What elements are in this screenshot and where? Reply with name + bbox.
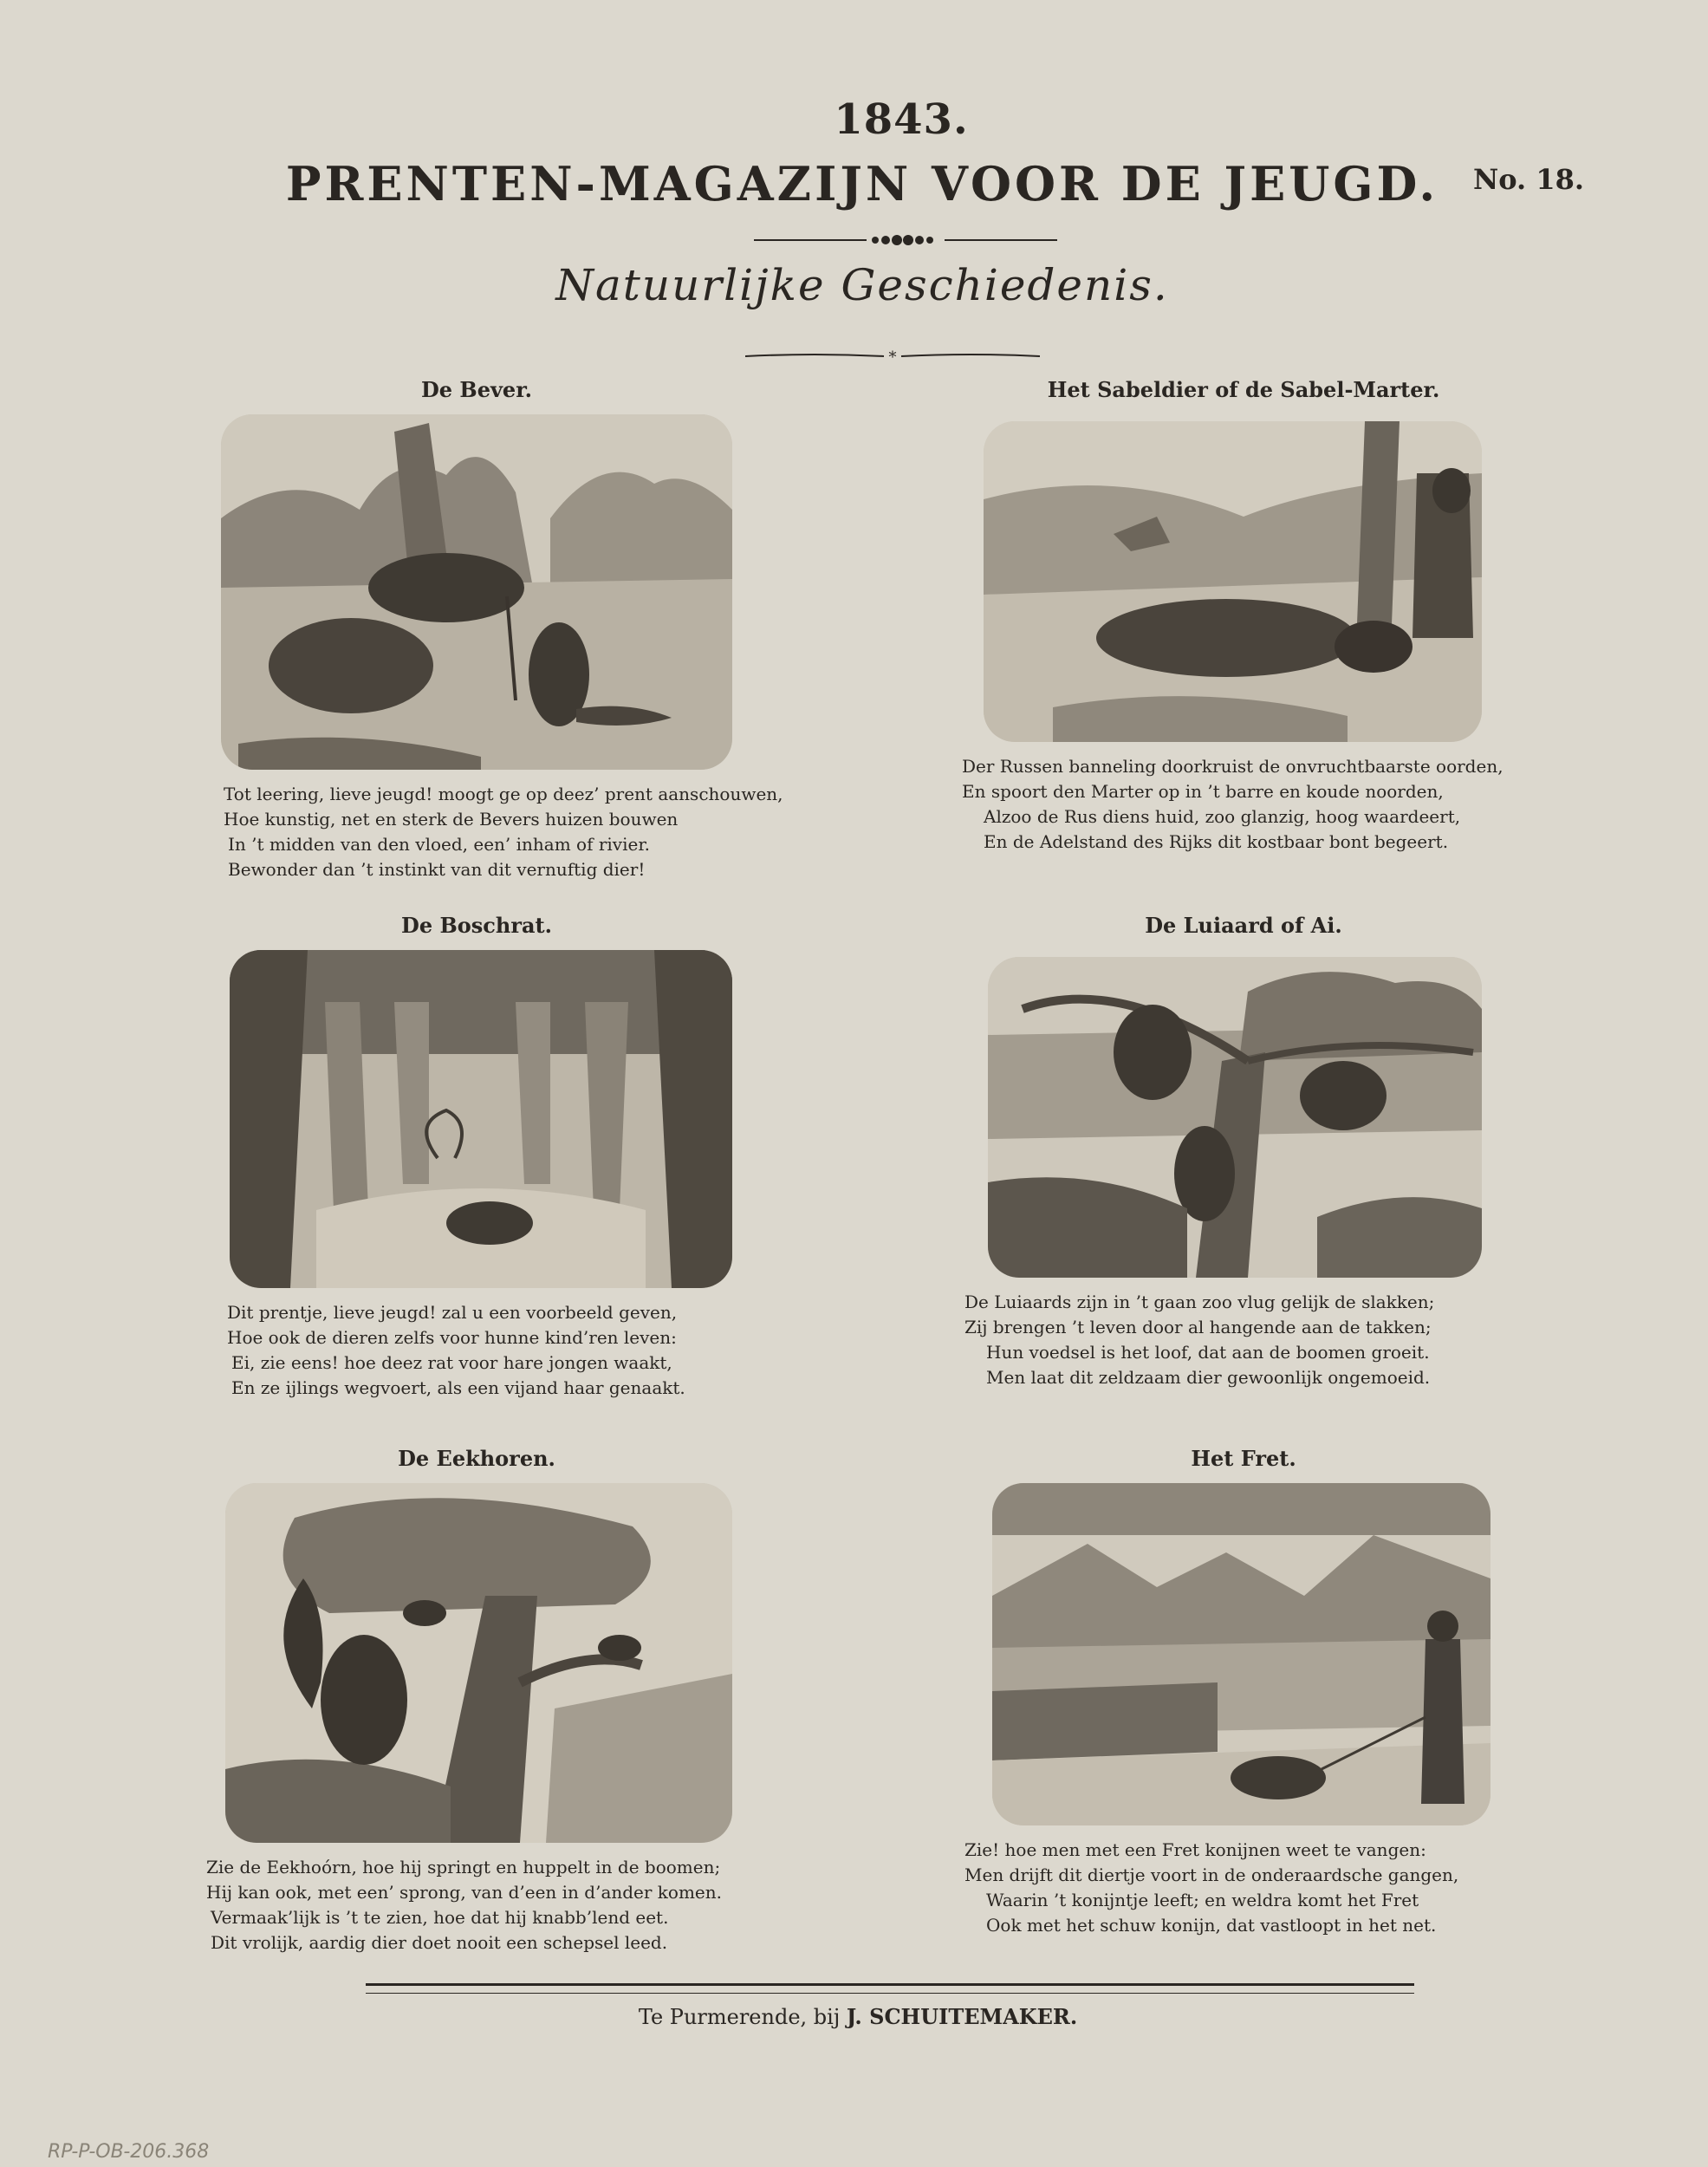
year: 1843. xyxy=(834,95,969,144)
verse-line: Dit vrolijk, aardig dier doet nooit een schepsel leed. xyxy=(211,1932,668,1953)
panel-heading: De Boschrat. xyxy=(401,913,552,938)
panel-heading: Het Sabeldier of de Sabel-Marter. xyxy=(1047,377,1440,402)
verse-line: Hun voedsel is het loof, dat aan de boomen groeit. xyxy=(986,1342,1430,1363)
subtitle: Natuurlijke Geschiedenis. xyxy=(555,260,1169,310)
verse-line: Dit prentje, lieve jeugd! zal u een voorbeeld geven, xyxy=(227,1302,678,1323)
verse-line: Waarin ’t konijntje leeft; en weldra komt het Fret xyxy=(986,1890,1419,1910)
verse-line: Tot leering, lieve jeugd! moogt ge op deez’ prent aanschouwen, xyxy=(224,784,783,804)
panel-beaver xyxy=(191,374,783,882)
verse-line: Der Russen banneling doorkruist de onvruchtbaarste oorden, xyxy=(962,756,1503,777)
verse-line: Hij kan ook, met een’ sprong, van d’een in d’ander komen. xyxy=(206,1882,723,1903)
squirrel-illustration xyxy=(225,1483,732,1843)
panel-heading: De Eekhoren. xyxy=(398,1446,555,1471)
panel-ferret xyxy=(958,1443,1529,1938)
footer-rule xyxy=(366,1983,1414,1994)
panel-squirrel xyxy=(191,1443,763,1956)
sable-illustration xyxy=(984,421,1482,742)
verse-line: De Luiaards zijn in ’t gaan zoo vlug gelijk de slakken; xyxy=(964,1292,1435,1312)
verse-line: En ze ijlings wegvoert, als een vijand haar genaakt. xyxy=(231,1377,685,1398)
svg-text:*: * xyxy=(888,348,897,367)
panel-sable xyxy=(958,374,1529,855)
beaver-illustration xyxy=(221,414,732,770)
sloth-illustration xyxy=(988,957,1482,1278)
forest-rat-illustration xyxy=(230,950,732,1288)
verse xyxy=(206,1855,763,1956)
verse-line: Alzoo de Rus diens huid, zoo glanzig, hoog waardeert, xyxy=(984,806,1461,827)
verse xyxy=(964,1838,1529,1938)
verse-line: Ei, zie eens! hoe deez rat voor hare jongen waakt, xyxy=(231,1352,672,1373)
verse-line: En spoort den Marter op in ’t barre en koude noorden, xyxy=(962,781,1444,802)
imprint-publisher: J. SCHUITEMAKER. xyxy=(846,2004,1078,2029)
verse-line: In ’t midden van den vloed, een’ inham of rivier. xyxy=(228,834,651,855)
issue-number: No. 18. xyxy=(1473,163,1584,196)
verse-line: Men laat dit zeldzaam dier gewoonlijk ongemoeid. xyxy=(986,1367,1431,1388)
accession-number: RP-P-OB-206.368 xyxy=(48,2141,210,2163)
verse-line: Hoe kunstig, net en sterk de Bevers huizen bouwen xyxy=(224,809,679,830)
verse-line: Ook met het schuw konijn, dat vastloopt in het net. xyxy=(986,1915,1437,1936)
page-title: PRENTEN-MAGAZIJN VOOR DE JEUGD. xyxy=(285,156,1439,211)
verse xyxy=(964,1290,1529,1390)
panel-heading: Het Fret. xyxy=(1191,1446,1296,1471)
verse xyxy=(962,754,1529,855)
panel-sloth xyxy=(958,910,1529,1390)
imprint-place: Te Purmerende, bij xyxy=(638,2005,841,2029)
verse-line: Hoe ook de dieren zelfs voor hunne kind’ren leven: xyxy=(227,1327,677,1348)
verse-line: Bewonder dan ’t instinkt van dit vernuftig dier! xyxy=(228,859,646,880)
ferret-illustration xyxy=(992,1483,1490,1825)
verse-line: Zie de Eekhoórn, hoe hij springt en huppelt in de boomen; xyxy=(206,1857,721,1877)
ornament-rule-top xyxy=(754,227,1057,253)
verse xyxy=(227,1300,763,1401)
verse-line: En de Adelstand des Rijks dit kostbaar bont begeert. xyxy=(984,831,1449,852)
panel-heading: De Bever. xyxy=(420,377,532,402)
verse-line: Men drijft dit diertje voort in de onderaardsche gangen, xyxy=(964,1864,1459,1885)
ornament-rule-star xyxy=(745,345,1040,368)
verse xyxy=(224,782,783,882)
imprint xyxy=(0,2004,1708,2029)
panel-forest-rat xyxy=(191,910,763,1401)
panel-heading: De Luiaard of Ai. xyxy=(1145,913,1342,938)
verse-line: Vermaak’lijk is ’t te zien, hoe dat hij knabb’lend eet. xyxy=(211,1907,669,1928)
verse-line: Zie! hoe men met een Fret konijnen weet te vangen: xyxy=(964,1839,1426,1860)
verse-line: Zij brengen ’t leven door al hangende aan de takken; xyxy=(964,1317,1432,1337)
